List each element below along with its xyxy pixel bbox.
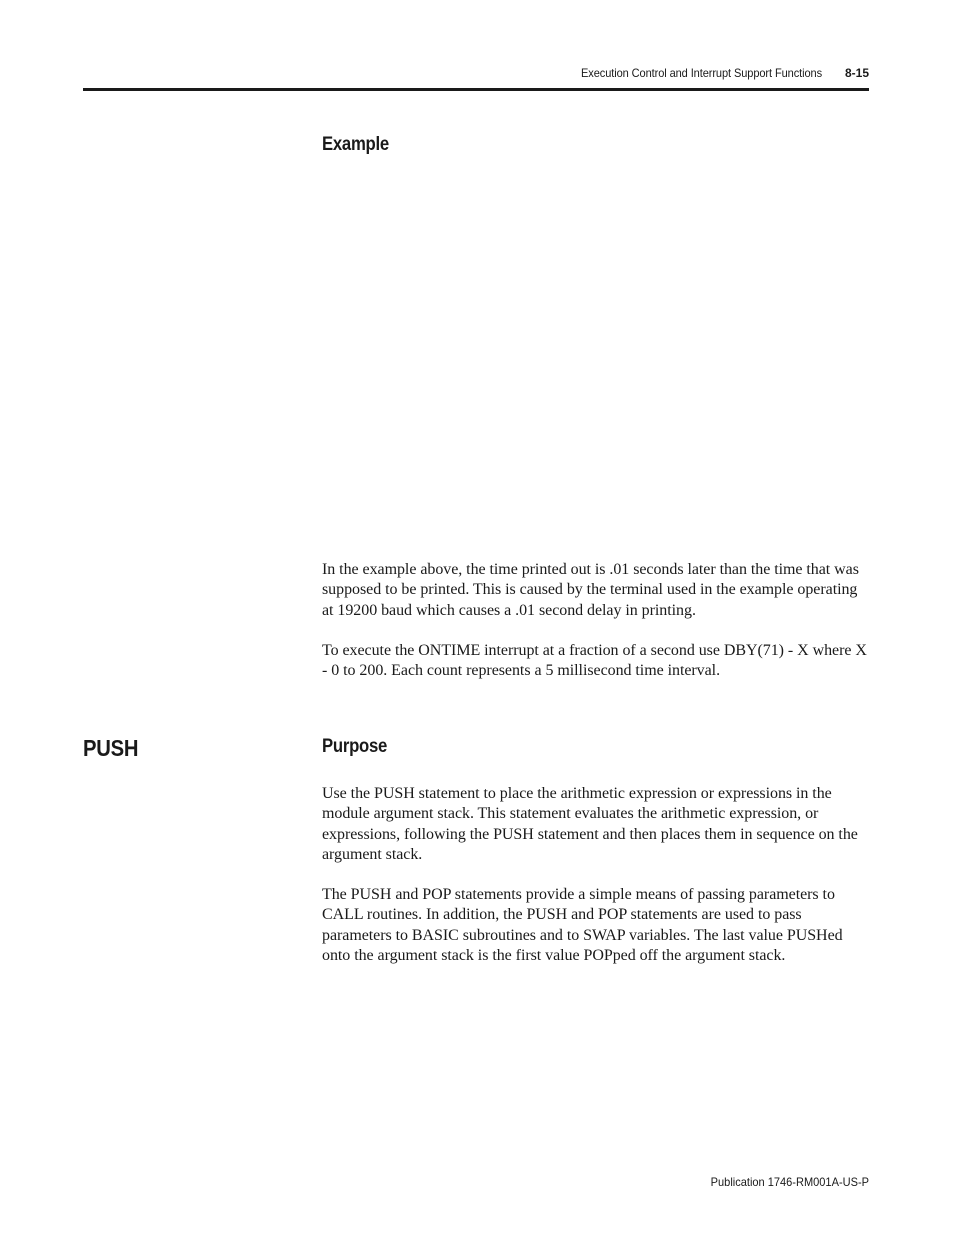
section-title-push: PUSH xyxy=(83,735,139,761)
page-number: 8-15 xyxy=(844,66,869,80)
purpose-paragraph-1: Use the PUSH statement to place the arithmetic expression or expressions in the module argument stack. This statement evaluates the arithmetic expression, or expressions, following the PUSH statement and then places them in sequence on the argument stack. xyxy=(322,785,858,863)
purpose-paragraph-2: The PUSH and POP statements provide a simple means of passing parameters to CALL routines. In addition, the PUSH and POP statements are used to pass parameters to BASIC subroutines and to SWAP variables. The last value PUSHed onto the argument stack is the first value POPped off the argument stack. xyxy=(322,886,843,964)
example-heading: Example xyxy=(322,134,389,155)
example-paragraph-1: In the example above, the time printed out is .01 seconds later than the time that was supposed to be printed. This is caused by the terminal used in the example operating at 19200 baud which causes a .01 second delay in printing. xyxy=(322,561,859,619)
publication-footer: Publication 1746-RM001A-US-P xyxy=(710,1175,869,1189)
purpose-heading: Purpose xyxy=(322,736,388,757)
example-paragraph-2: To execute the ONTIME interrupt at a fraction of a second use DBY(71) - X where X - 0 to 200. Each count represents a 5 millisecond time interval. xyxy=(322,642,867,680)
running-header-title: Execution Control and Interrupt Support Functions xyxy=(581,66,822,80)
header-divider xyxy=(83,88,869,91)
